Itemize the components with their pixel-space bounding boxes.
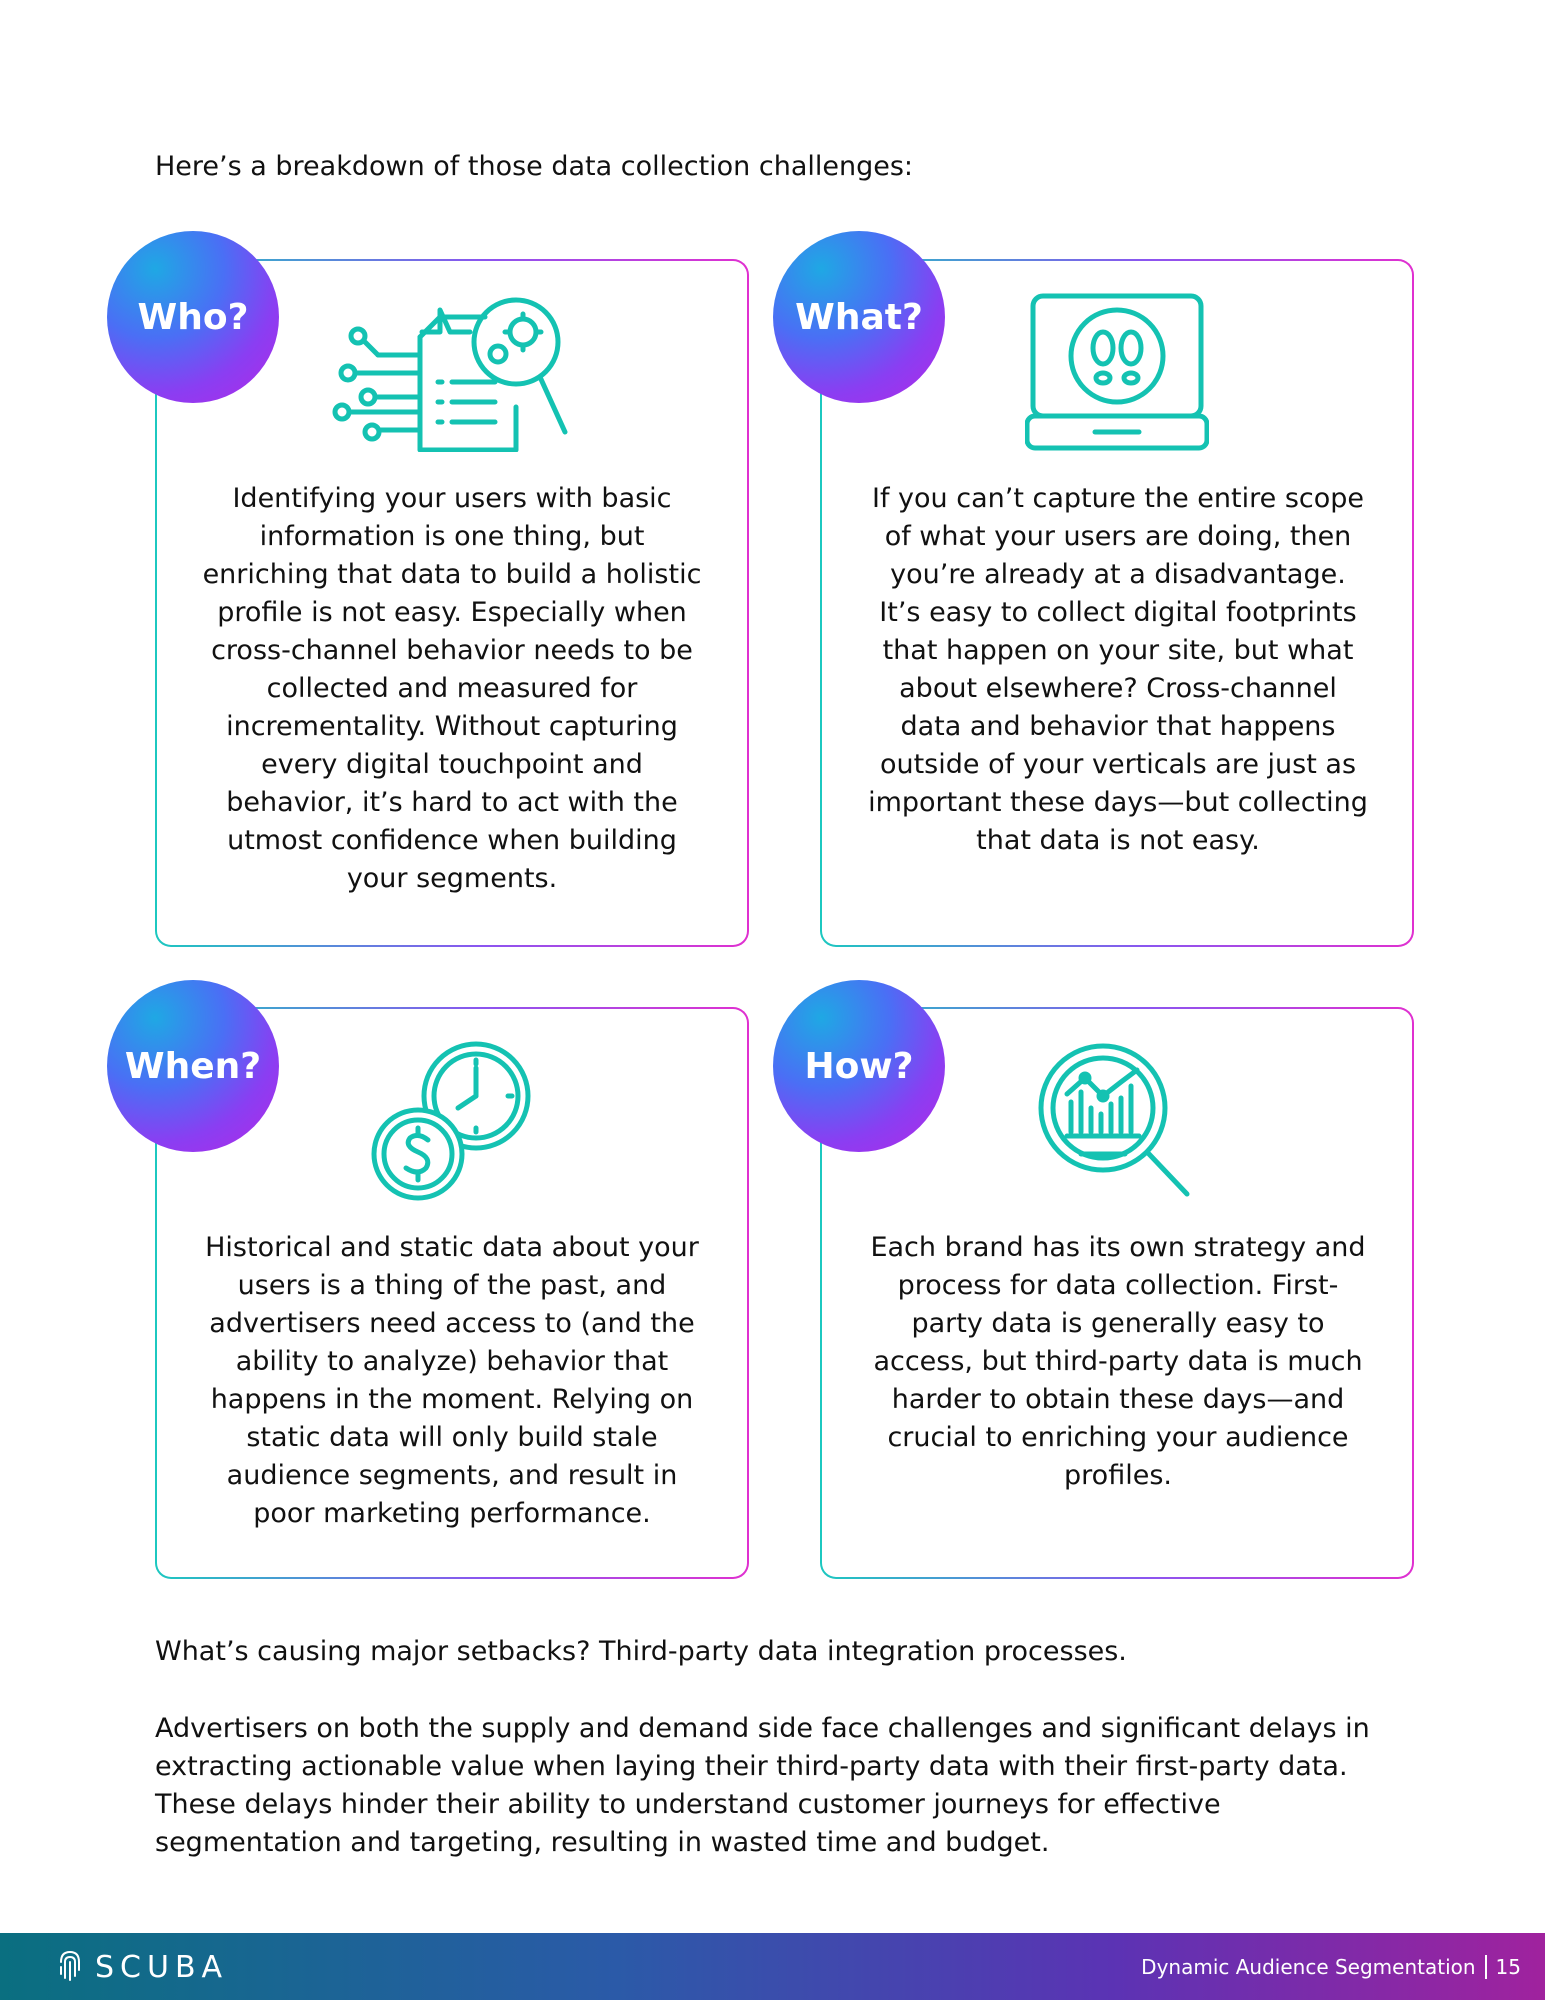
card-who-text: Identifying your users with basic information is one thing, but enriching that data to build a holistic profile is not easy. Especially when cross-channel behavior needs to be collected and measured for incrementality. Without capturing every digital touchpoint and behavior, it’s hard to act with the utmost confidence when building your segments.	[202, 483, 702, 894]
badge-when: When?	[107, 980, 279, 1152]
badge-how: How?	[773, 980, 945, 1152]
badge-who: Who?	[107, 231, 279, 403]
card-when-text: Historical and static data about your users is a thing of the past, and advertisers need access to (and the ability to analyze) behavior that happens in the moment. Relying on static data will only build stale audience segments, and result in poor marketing performance.	[205, 1232, 699, 1529]
intro-text: Here’s a breakdown of those data collection challenges:	[155, 151, 914, 182]
fingerprint-icon	[57, 1948, 83, 1986]
brand-logo	[57, 1950, 228, 1984]
clock-money-icon	[370, 1040, 534, 1204]
page-number: 15	[1495, 1955, 1521, 1979]
document-search-icon	[330, 292, 576, 452]
card-how-text: Each brand has its own strategy and process for data collection. First-party data is generally easy to access, but third-party data is much harder to obtain these days—and crucial to enriching your audience profiles.	[870, 1232, 1366, 1491]
badge-what: What?	[773, 231, 945, 403]
brand-name: SCUBA	[95, 1949, 229, 1985]
document-title: Dynamic Audience Segmentation	[1141, 1955, 1476, 1979]
footer-caption	[1141, 1953, 1521, 1981]
magnifier-chart-icon	[1037, 1042, 1197, 1204]
footer-divider	[1485, 1955, 1487, 1979]
card-what-text: If you can’t capture the entire scope of what your users are doing, then you’re already at a disadvantage. It’s easy to collect digital footprints that happen on your site, but what about elsewhere? Cross-channel data and behavior that happens outside of your verticals are just as important these days—but collecting that data is not easy.	[868, 483, 1368, 856]
footer-bar	[0, 1933, 1545, 2000]
paragraph-setbacks: What’s causing major setbacks? Third-party data integration processes.	[155, 1636, 1127, 1667]
laptop-footprints-icon	[1025, 292, 1209, 454]
paragraph-advertisers: Advertisers on both the supply and demand side face challenges and significant delays in extracting actionable value when laying their third-party data with their first-party data. These delays hinder their ability to understand customer journeys for effective segmentation and targeting, resulting in wasted time and budget.	[155, 1713, 1370, 1858]
